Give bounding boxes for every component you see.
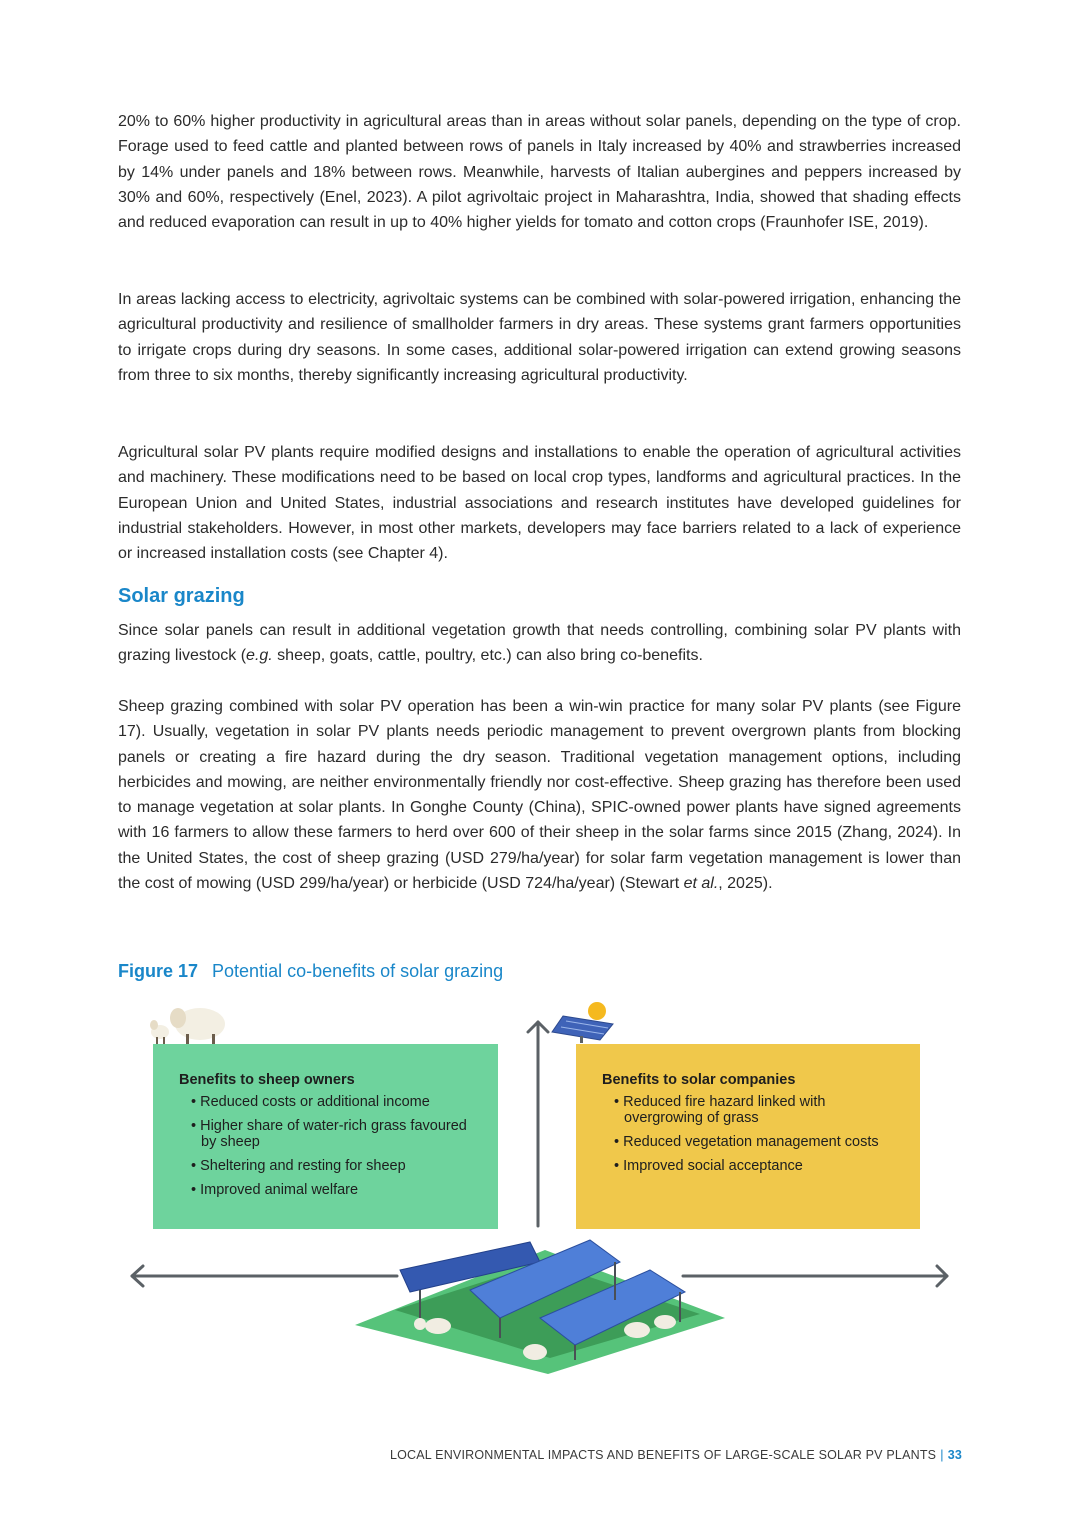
sheep-icon <box>150 1008 225 1046</box>
figure-title: Potential co-benefits of solar grazing <box>212 961 504 981</box>
footer-title: LOCAL ENVIRONMENTAL IMPACTS AND BENEFITS OF LARGE-SCALE SOLAR PV PLANTS <box>389 1448 937 1462</box>
footer-separator: | <box>940 1448 944 1462</box>
solar-companies-heading: Benefits to solar companies <box>602 1072 796 1088</box>
paragraph-grazing-intro: Since solar panels can result in additional vegetation growth that needs controlling, combining solar PV plants with grazing livestock (e.g. sheep, goats, cattle, poultry, etc.) can also bring co-benefits. <box>118 622 961 665</box>
sheep-owners-benefits-box <box>153 1044 498 1229</box>
paragraph-irrigation: In areas lacking access to electricity, agrivoltaic systems can be combined with solar-powered irrigation, enhancing the agricultural productivity and resilience of smallholder farmers in dry areas. These systems grant farmers opportunities to irrigate crops during dry seasons. In some cases, additional solar-powered irrigation can extend growing seasons from three to six months, thereby significantly increasing agricultural productivity. <box>118 291 961 384</box>
page-footer <box>390 1448 962 1462</box>
paragraph-sheep-grazing: Sheep grazing combined with solar PV operation has been a win-win practice for many solar PV plants (see Figure 17). Usually, vegetation in solar PV plants needs periodic management to prevent overgrown plants from blocking panels or creating a fire hazard during the dry season. Traditional vegetation management options, including herbicides and mowing, are neither environmentally friendly nor cost-effective. Sheep grazing has therefore been used to manage vegetation at solar plants. In Gonghe County (China), SPIC-owned power plants have signed agreements with 16 farmers to allow these farmers to herd over 600 of their sheep in the solar farms since 2015 (Zhang, 2024). In the United States, the cost of sheep grazing (USD 279/ha/year) for solar farm vegetation management is lower than the cost of mowing (USD 299/ha/year) or herbicide (USD 724/ha/year) (Stewart et al., 2025). <box>118 698 961 893</box>
page-number: 33 <box>947 1448 962 1462</box>
list-item: • Reduced fire hazard linked with overgrowing of grass <box>614 1094 894 1126</box>
left-arrow-icon <box>132 1266 397 1286</box>
list-item: • Improved animal welfare <box>191 1182 472 1198</box>
list-item: • Reduced costs or additional income <box>191 1094 472 1110</box>
right-arrow-icon <box>683 1266 947 1286</box>
list-item: • Sheltering and resting for sheep <box>191 1158 472 1174</box>
solar-companies-benefits-box <box>576 1044 920 1229</box>
paragraph-productivity: 20% to 60% higher productivity in agricultural areas than in areas without solar panels, depending on the type of crop. Forage used to feed cattle and planted between rows of panels in Italy increased by 40% and strawberries increased by 14% under panels and 18% between rows. Meanwhile, harvests of Italian aubergines and peppers increased by 30% and 60%, respectively (Enel, 2023). A pilot agrivoltaic project in Maharashtra, India, showed that shading effects and reduced evaporation can result in up to 40% higher yields for tomato and cotton crops (Fraunhofer ISE, 2019). <box>118 113 961 232</box>
up-arrow-icon <box>528 1022 548 1226</box>
list-item: • Reduced vegetation management costs <box>614 1134 894 1150</box>
sheep-owners-heading: Benefits to sheep owners <box>179 1072 355 1088</box>
figure-number: Figure 17 <box>118 961 199 981</box>
list-item: • Improved social acceptance <box>614 1158 894 1174</box>
solar-farm-illustration <box>355 1240 725 1374</box>
solar-panel-icon <box>552 1002 613 1043</box>
list-item: • Higher share of water-rich grass favoured by sheep <box>191 1118 472 1150</box>
paragraph-design: Agricultural solar PV plants require modified designs and installations to enable the operation of agricultural activities and machinery. These modifications need to be based on local crop types, landforms and agricultural practices. In the European Union and United States, industrial associations and research institutes have developed guidelines for industrial stakeholders. However, in most other markets, developers may face barriers related to a lack of experience or increased installation costs (see Chapter 4). <box>118 444 961 563</box>
sheep-owners-list <box>179 1094 472 1198</box>
solar-companies-list <box>602 1094 894 1174</box>
section-title: Solar grazing <box>118 585 245 607</box>
